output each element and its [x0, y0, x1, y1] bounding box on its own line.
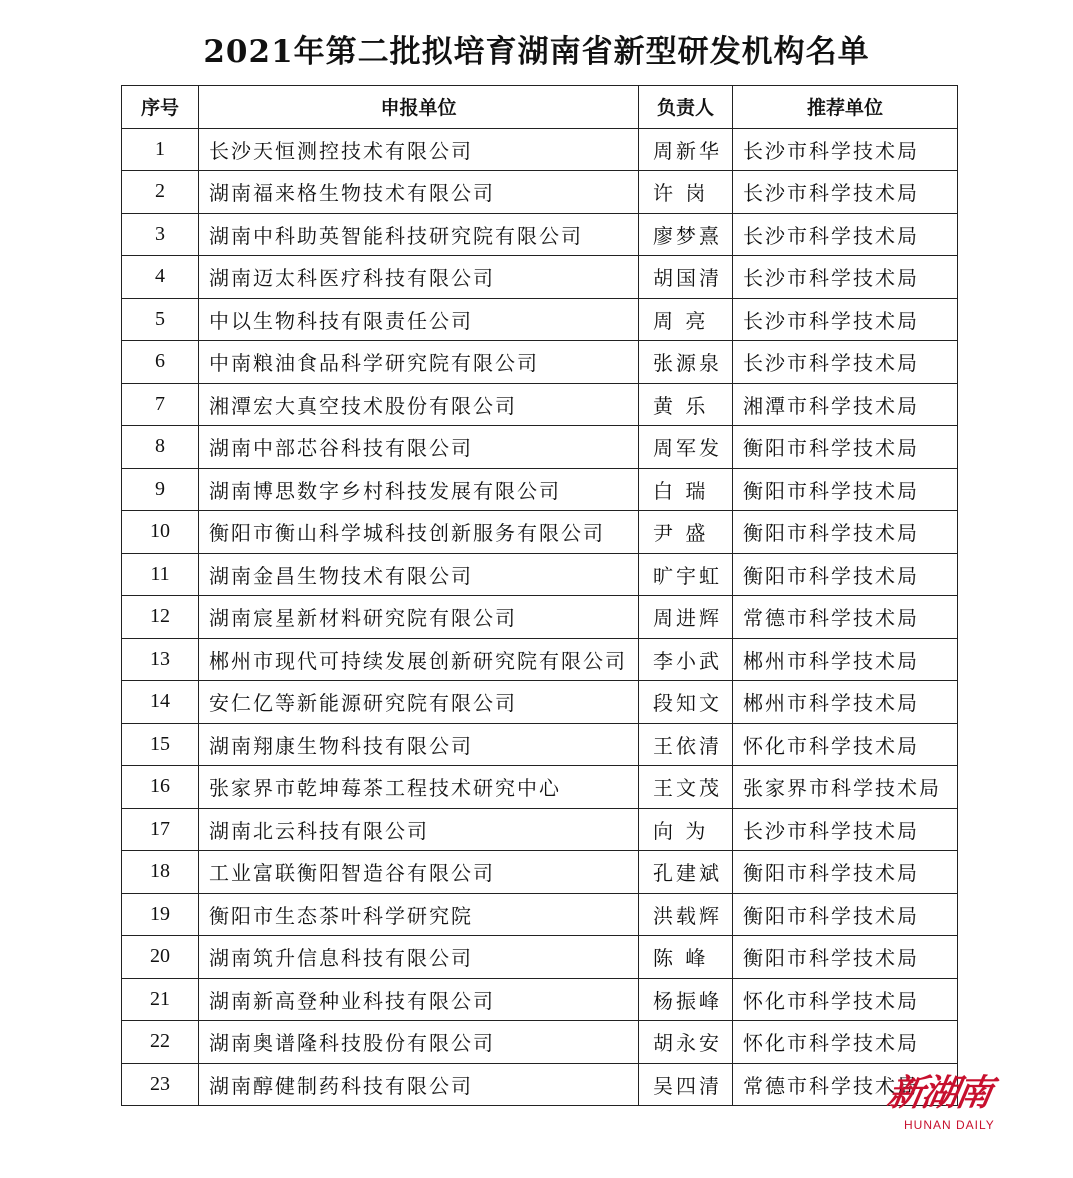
table-row	[122, 553, 958, 596]
table-body	[122, 128, 958, 1106]
cell-org: 湖南北云科技有限公司	[199, 808, 639, 851]
cell-dept: 衡阳市科学技术局	[733, 511, 958, 554]
table-row	[122, 426, 958, 469]
table-row	[122, 766, 958, 809]
table-row	[122, 893, 958, 936]
cell-person: 王依清	[639, 723, 733, 766]
cell-index: 16	[122, 766, 199, 809]
table-row	[122, 936, 958, 979]
cell-org: 郴州市现代可持续发展创新研究院有限公司	[199, 638, 639, 681]
cell-org: 湖南宸星新材料研究院有限公司	[199, 596, 639, 639]
cell-index: 8	[122, 426, 199, 469]
cell-dept: 长沙市科学技术局	[733, 298, 958, 341]
table-row	[122, 213, 958, 256]
cell-dept: 衡阳市科学技术局	[733, 893, 958, 936]
cell-index: 12	[122, 596, 199, 639]
logo-mark: 新湖南	[884, 1073, 994, 1114]
cell-index: 22	[122, 1021, 199, 1064]
table-row	[122, 1021, 958, 1064]
cell-index: 14	[122, 681, 199, 724]
cell-index: 20	[122, 936, 199, 979]
header-dept: 推荐单位	[733, 86, 958, 129]
cell-dept: 长沙市科学技术局	[733, 213, 958, 256]
cell-index: 6	[122, 341, 199, 384]
cell-index: 19	[122, 893, 199, 936]
table-row	[122, 638, 958, 681]
cell-person: 胡国清	[639, 256, 733, 299]
cell-org: 湖南中科助英智能科技研究院有限公司	[199, 213, 639, 256]
cell-index: 9	[122, 468, 199, 511]
cell-org: 湖南金昌生物技术有限公司	[199, 553, 639, 596]
cell-dept: 怀化市科学技术局	[733, 723, 958, 766]
cell-person: 旷宇虹	[639, 553, 733, 596]
cell-person: 吴四清	[639, 1063, 733, 1106]
cell-index: 4	[122, 256, 199, 299]
table-row	[122, 383, 958, 426]
cell-person: 段知文	[639, 681, 733, 724]
table-row	[122, 723, 958, 766]
cell-org: 湖南翔康生物科技有限公司	[199, 723, 639, 766]
table-row	[122, 851, 958, 894]
cell-index: 10	[122, 511, 199, 554]
cell-org: 安仁亿等新能源研究院有限公司	[199, 681, 639, 724]
cell-index: 15	[122, 723, 199, 766]
cell-person: 陈 峰	[639, 936, 733, 979]
cell-dept: 衡阳市科学技术局	[733, 553, 958, 596]
cell-index: 3	[122, 213, 199, 256]
cell-person: 王文茂	[639, 766, 733, 809]
cell-index: 2	[122, 171, 199, 214]
table-row	[122, 808, 958, 851]
cell-person: 向 为	[639, 808, 733, 851]
cell-index: 23	[122, 1063, 199, 1106]
cell-index: 18	[122, 851, 199, 894]
cell-person: 周军发	[639, 426, 733, 469]
cell-person: 周进辉	[639, 596, 733, 639]
cell-index: 13	[122, 638, 199, 681]
header-index: 序号	[122, 86, 199, 129]
cell-person: 张源泉	[639, 341, 733, 384]
hunan-daily-logo	[884, 1072, 1018, 1142]
cell-dept: 长沙市科学技术局	[733, 341, 958, 384]
cell-dept: 衡阳市科学技术局	[733, 468, 958, 511]
cell-person: 胡永安	[639, 1021, 733, 1064]
cell-org: 工业富联衡阳智造谷有限公司	[199, 851, 639, 894]
logo-subtitle: HUNAN DAILY	[904, 1118, 995, 1132]
cell-dept: 衡阳市科学技术局	[733, 426, 958, 469]
cell-dept: 长沙市科学技术局	[733, 171, 958, 214]
table-row	[122, 468, 958, 511]
cell-dept: 郴州市科学技术局	[733, 638, 958, 681]
cell-index: 1	[122, 128, 199, 171]
cell-dept: 常德市科学技术局	[733, 1063, 958, 1106]
cell-dept: 长沙市科学技术局	[733, 256, 958, 299]
cell-org: 湖南奥谱隆科技股份有限公司	[199, 1021, 639, 1064]
cell-person: 孔建斌	[639, 851, 733, 894]
cell-dept: 衡阳市科学技术局	[733, 851, 958, 894]
cell-index: 17	[122, 808, 199, 851]
cell-org: 衡阳市衡山科学城科技创新服务有限公司	[199, 511, 639, 554]
cell-org: 中以生物科技有限责任公司	[199, 298, 639, 341]
table-header-row	[122, 86, 958, 129]
cell-org: 湖南筑升信息科技有限公司	[199, 936, 639, 979]
cell-org: 湖南迈太科医疗科技有限公司	[199, 256, 639, 299]
cell-org: 湖南中部芯谷科技有限公司	[199, 426, 639, 469]
cell-org: 衡阳市生态茶叶科学研究院	[199, 893, 639, 936]
cell-dept: 郴州市科学技术局	[733, 681, 958, 724]
cell-index: 11	[122, 553, 199, 596]
table-row	[122, 256, 958, 299]
cell-person: 许 岗	[639, 171, 733, 214]
cell-org: 湖南醇健制药科技有限公司	[199, 1063, 639, 1106]
table-row	[122, 1063, 958, 1106]
cell-org: 湖南福来格生物技术有限公司	[199, 171, 639, 214]
cell-index: 7	[122, 383, 199, 426]
cell-index: 21	[122, 978, 199, 1021]
cell-person: 白 瑞	[639, 468, 733, 511]
cell-dept: 常德市科学技术局	[733, 596, 958, 639]
cell-person: 廖梦熹	[639, 213, 733, 256]
cell-org: 湖南新高登种业科技有限公司	[199, 978, 639, 1021]
cell-dept: 长沙市科学技术局	[733, 128, 958, 171]
header-person: 负责人	[639, 86, 733, 129]
table-row	[122, 511, 958, 554]
cell-dept: 湘潭市科学技术局	[733, 383, 958, 426]
institutions-table	[121, 85, 958, 1106]
cell-dept: 怀化市科学技术局	[733, 978, 958, 1021]
cell-dept: 怀化市科学技术局	[733, 1021, 958, 1064]
header-org: 申报单位	[199, 86, 639, 129]
table-row	[122, 596, 958, 639]
cell-org: 中南粮油食品科学研究院有限公司	[199, 341, 639, 384]
cell-person: 李小武	[639, 638, 733, 681]
cell-index: 5	[122, 298, 199, 341]
cell-person: 杨振峰	[639, 978, 733, 1021]
cell-person: 黄 乐	[639, 383, 733, 426]
table-row	[122, 128, 958, 171]
cell-org: 张家界市乾坤莓茶工程技术研究中心	[199, 766, 639, 809]
table-row	[122, 298, 958, 341]
table-row	[122, 171, 958, 214]
cell-person: 尹 盛	[639, 511, 733, 554]
cell-person: 周 亮	[639, 298, 733, 341]
cell-org: 湖南博思数字乡村科技发展有限公司	[199, 468, 639, 511]
cell-person: 洪载辉	[639, 893, 733, 936]
cell-org: 湘潭宏大真空技术股份有限公司	[199, 383, 639, 426]
page-title: 2021年第二批拟培育湖南省新型研发机构名单	[203, 34, 870, 70]
table-row	[122, 341, 958, 384]
table-row	[122, 681, 958, 724]
cell-dept: 衡阳市科学技术局	[733, 936, 958, 979]
cell-person: 周新华	[639, 128, 733, 171]
table-row	[122, 978, 958, 1021]
cell-dept: 张家界市科学技术局	[733, 766, 958, 809]
cell-org: 长沙天恒测控技术有限公司	[199, 128, 639, 171]
cell-dept: 长沙市科学技术局	[733, 808, 958, 851]
